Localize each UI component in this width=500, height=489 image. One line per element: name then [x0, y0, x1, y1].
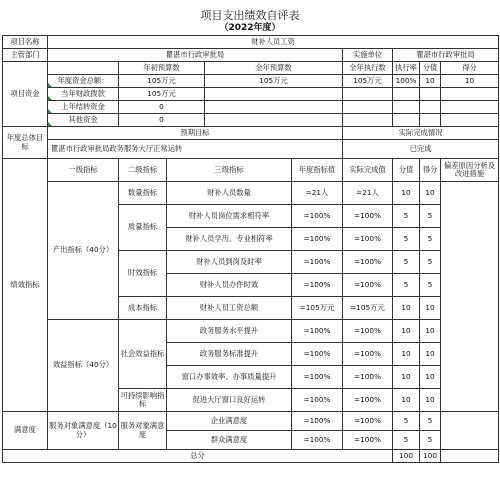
funds-row-got [441, 101, 499, 114]
total-reason [441, 450, 499, 463]
project-name-value: 财补人员工资 [48, 36, 499, 49]
funds-header-score: 分值 [420, 62, 441, 75]
funds-row-rate: 100% [393, 75, 420, 88]
perf-header-level3: 三级指标 [167, 159, 292, 182]
indicator-name: 政务服务水平提升 [167, 320, 292, 343]
satisfaction-level2: 服务对象满意度 [119, 412, 167, 450]
indicator-name: 财补人员数量 [167, 182, 292, 205]
indicator-target: =100% [292, 412, 343, 431]
indicator-score: 5 [393, 205, 420, 228]
indicator-target: =21人 [292, 182, 343, 205]
perf-header-got: 得分 [420, 159, 441, 182]
cost-indicator-label: 成本指标 [119, 297, 167, 320]
indicator-target: =105万元 [292, 297, 343, 320]
indicator-name: 群众满意度 [167, 431, 292, 450]
funds-row-initial: 0 [119, 114, 205, 127]
indicator-got: 5 [420, 228, 441, 251]
dept-label: 主管部门 [3, 49, 48, 62]
funds-row-exec [343, 88, 393, 101]
indicator-name: 窗口办事效率、办事质量提升 [167, 366, 292, 389]
funds-header-exec: 全年执行数 [343, 62, 393, 75]
satisfaction-level1: 服务对象满意度（10分） [48, 412, 119, 450]
evaluation-table [2, 35, 499, 463]
funds-row-exec: 105万元 [343, 75, 393, 88]
page-title: 项目支出绩效自评表 [200, 9, 300, 22]
year-subtitle: （2022年度） [219, 23, 281, 33]
total-got: 100 [420, 450, 441, 463]
funds-row-initial: 105万元 [119, 75, 205, 88]
indicator-actual: =100% [343, 320, 393, 343]
indicator-actual: =100% [343, 228, 393, 251]
perf-label: 绩效指标 [3, 159, 48, 412]
indicator-got: 10 [420, 297, 441, 320]
funds-row-score [420, 101, 441, 114]
perf-header-actual: 实际完成值 [343, 159, 393, 182]
indicator-got: 10 [420, 343, 441, 366]
indicator-score: 5 [393, 431, 420, 450]
indicator-score: 5 [393, 412, 420, 431]
funds-row-label: 年度资金总额： [48, 75, 119, 88]
indicator-got: 10 [420, 182, 441, 205]
funds-row-got: 10 [441, 75, 499, 88]
indicator-name: 企业满意度 [167, 412, 292, 431]
satisfaction-label: 满意度 [3, 412, 48, 450]
indicator-target: =100% [292, 431, 343, 450]
indicator-score: 5 [393, 228, 420, 251]
indicator-got: 10 [420, 389, 441, 412]
funds-header-got: 得分 [441, 62, 499, 75]
indicator-name: 财补人员岗位需求相符率 [167, 205, 292, 228]
funds-blank-header [48, 62, 119, 75]
indicator-score: 10 [393, 343, 420, 366]
indicator-name: 财补人员学历、专业相符率 [167, 228, 292, 251]
time-indicator-label: 时效指标 [119, 251, 167, 297]
funds-row-score [420, 114, 441, 127]
indicator-name: 财补人员工资总额 [167, 297, 292, 320]
funds-row-rate [393, 114, 420, 127]
goal-expected-value: 瞿湛市行政审批局政务服务大厅正常运转 [48, 140, 343, 159]
indicator-actual: =100% [343, 366, 393, 389]
funds-row-got [441, 114, 499, 127]
exec-unit-value: 瞿湛市行政审批局 [393, 49, 499, 62]
indicator-actual: =100% [343, 389, 393, 412]
goal-expected-label: 预期目标 [48, 127, 343, 140]
funds-header-full: 全年预算数 [205, 62, 343, 75]
indicator-actual: =100% [343, 205, 393, 228]
funds-row-label: 上年结转资金 [48, 101, 119, 114]
funds-row-initial: 0 [119, 101, 205, 114]
funds-row-exec [343, 101, 393, 114]
funds-row-rate [393, 101, 420, 114]
funds-header-rate: 执行率 [393, 62, 420, 75]
goal-actual-value: 已完成 [343, 140, 499, 159]
funds-row-full [205, 101, 343, 114]
benefit-indicator-label: 效益指标（40分） [48, 320, 119, 412]
indicator-target: =100% [292, 274, 343, 297]
quantity-indicator-label: 数量指标 [119, 182, 167, 205]
funds-row-full [205, 88, 343, 101]
indicator-score: 10 [393, 297, 420, 320]
goal-label: 年度总体目标 [3, 127, 48, 159]
funds-row-full [205, 114, 343, 127]
project-name-label: 项目名称 [3, 36, 48, 49]
indicator-target: =100% [292, 251, 343, 274]
indicator-got: 5 [420, 412, 441, 431]
indicator-score: 10 [393, 182, 420, 205]
funds-row-initial: 105万元 [119, 88, 205, 101]
indicator-score: 10 [393, 320, 420, 343]
funds-row-exec [343, 114, 393, 127]
indicator-score: 10 [393, 389, 420, 412]
indicator-name: 财补人员到岗及时率 [167, 251, 292, 274]
indicator-actual: =100% [343, 274, 393, 297]
funds-label: 项目资金 [3, 62, 48, 127]
indicator-target: =100% [292, 343, 343, 366]
perf-header-target: 年度指标值 [292, 159, 343, 182]
social-indicator-label: 社会效益指标 [119, 320, 167, 389]
total-score: 100 [393, 450, 420, 463]
indicator-actual: =105万元 [343, 297, 393, 320]
deviation-reason [441, 182, 499, 412]
dept-value: 瞿湛市行政审批局 [48, 49, 343, 62]
funds-row-full: 105万元 [205, 75, 343, 88]
indicator-target: =100% [292, 205, 343, 228]
goal-actual-label: 实际完成情况 [343, 127, 499, 140]
indicator-name: 促进大厅窗口良好运转 [167, 389, 292, 412]
indicator-got: 5 [420, 205, 441, 228]
indicator-target: =100% [292, 320, 343, 343]
perf-header-reason: 偏差原因分析及改进措施 [441, 159, 499, 182]
perf-header-level2: 二级指标 [119, 159, 167, 182]
perf-header-score: 分值 [393, 159, 420, 182]
perf-header-level1: 一级指标 [48, 159, 119, 182]
indicator-target: =100% [292, 228, 343, 251]
indicator-name: 财补人员办件时效 [167, 274, 292, 297]
indicator-target: =100% [292, 366, 343, 389]
indicator-actual: =100% [343, 431, 393, 450]
indicator-got: 5 [420, 251, 441, 274]
output-indicator-label: 产出指标（40分） [48, 182, 119, 320]
funds-row-label: 其他资金 [48, 114, 119, 127]
exec-unit-label: 实施单位 [343, 49, 393, 62]
indicator-score: 5 [393, 251, 420, 274]
funds-row-got [441, 88, 499, 101]
indicator-score: 5 [393, 274, 420, 297]
funds-row-label: 当年财政拨款 [48, 88, 119, 101]
sustain-indicator-label: 可持续影响指标 [119, 389, 167, 412]
indicator-got: 10 [420, 366, 441, 389]
indicator-actual: =100% [343, 251, 393, 274]
funds-row-score [420, 88, 441, 101]
indicator-actual: =21人 [343, 182, 393, 205]
funds-header-initial: 年初预算数 [119, 62, 205, 75]
indicator-target: =100% [292, 389, 343, 412]
indicator-got: 10 [420, 320, 441, 343]
indicator-got: 5 [420, 274, 441, 297]
total-label: 总分 [3, 450, 393, 463]
indicator-actual: =100% [343, 412, 393, 431]
indicator-score: 10 [393, 366, 420, 389]
indicator-name: 政务服务标准提升 [167, 343, 292, 366]
quality-indicator-label: 质量指标 [119, 205, 167, 251]
funds-row-score: 10 [420, 75, 441, 88]
satisfaction-reason [441, 412, 499, 450]
indicator-got: 5 [420, 431, 441, 450]
funds-row-rate [393, 88, 420, 101]
indicator-actual: =100% [343, 343, 393, 366]
